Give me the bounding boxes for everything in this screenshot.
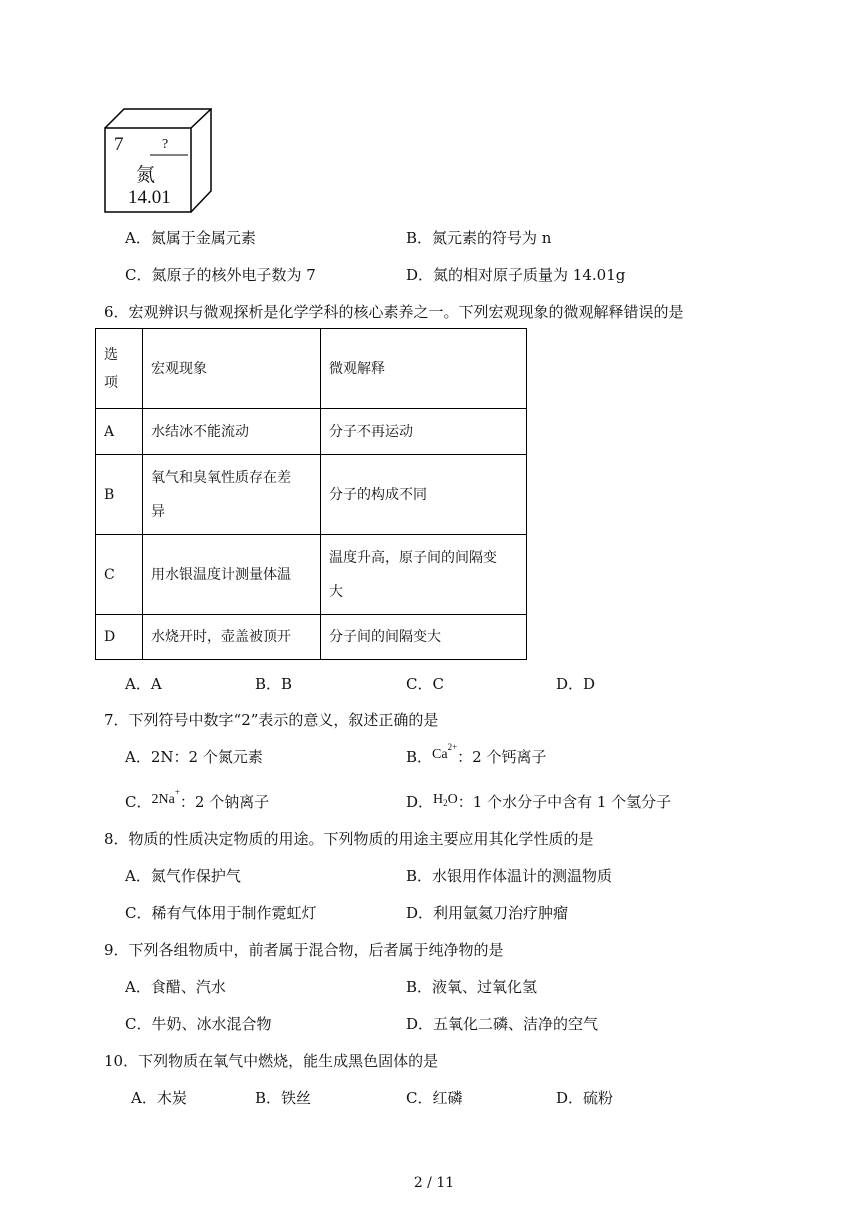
option-label: A． [125, 675, 151, 693]
option-text: 氮的相对原子质量为 14.01g [433, 266, 626, 284]
cell-option: D [96, 615, 143, 660]
option-text: 五氧化二磷、洁净的空气 [433, 1015, 599, 1033]
formula-sup: + [174, 787, 180, 797]
q8-option-d[interactable] [406, 902, 568, 923]
formula-base: Ca [432, 747, 448, 762]
formula-base: 2Na [151, 792, 175, 807]
option-label: B． [406, 867, 433, 885]
q7-option-b[interactable] [406, 742, 547, 767]
table-header-row [96, 329, 527, 409]
cell-phenomenon: 水结冰不能流动 [143, 409, 321, 455]
option-text: 稀有气体用于制作霓虹灯 [151, 904, 317, 922]
option-label: B． [255, 675, 282, 693]
cell-explanation [321, 535, 527, 615]
cell-phenomenon [143, 455, 321, 535]
q7-option-d[interactable] [406, 791, 671, 812]
q9-option-d[interactable] [406, 1013, 598, 1034]
q10-option-c[interactable] [406, 1087, 463, 1108]
option-label: C． [125, 1015, 152, 1033]
option-label: A． [125, 978, 151, 996]
q5-option-d[interactable] [406, 264, 625, 285]
option-text: 红磷 [432, 1089, 463, 1107]
q6-option-b[interactable] [255, 673, 292, 694]
atomic-number: 7 [114, 134, 124, 155]
option-label: D． [556, 1089, 584, 1107]
option-text: 牛奶、冰水混合物 [151, 1015, 272, 1033]
q6-option-a[interactable] [125, 673, 162, 694]
option-text: D [583, 675, 596, 693]
q10-option-a[interactable] [131, 1087, 187, 1108]
page-number: 2 / 11 [413, 1175, 455, 1191]
q9-option-c[interactable] [125, 1013, 272, 1034]
q7-option-a[interactable] [125, 746, 263, 767]
option-label: C． [125, 904, 152, 922]
option-label: D． [406, 793, 434, 811]
option-label: B． [406, 229, 433, 247]
option-label: D． [406, 1015, 434, 1033]
q10-option-d[interactable] [556, 1087, 613, 1108]
option-label: C． [406, 1089, 433, 1107]
header-cell-explanation: 微观解释 [321, 329, 527, 409]
option-text: B [281, 675, 293, 693]
option-label: D． [556, 675, 584, 693]
option-label: C． [125, 793, 152, 811]
table-row [96, 409, 527, 455]
q8-option-c[interactable] [125, 902, 317, 923]
cell-explanation: 分子的构成不同 [321, 455, 527, 535]
cell-explanation: 分子不再运动 [321, 409, 527, 455]
option-label: B． [406, 978, 433, 996]
formula [433, 792, 458, 807]
option-label: D． [406, 266, 434, 284]
symbol-placeholder: ? [162, 137, 169, 152]
option-text: ：1 个水分子中含有 1 个氢分子 [457, 793, 672, 811]
option-label: B． [406, 748, 433, 766]
formula-sup: 2+ [447, 742, 458, 752]
q9-option-a[interactable] [125, 976, 226, 997]
q8-option-a[interactable] [125, 865, 241, 886]
formula-tail: O [447, 792, 458, 807]
q10-option-b[interactable] [255, 1087, 311, 1108]
option-text: 氮原子的核外电子数为 7 [151, 266, 316, 284]
q5-option-a[interactable] [125, 227, 256, 248]
option-text: 液氧、过氧化氢 [432, 978, 538, 996]
formula-sub: 2 [443, 798, 448, 808]
option-label: C． [406, 675, 433, 693]
cell-text: 温度升高，原子间的间隔变 [329, 549, 497, 566]
cell-text: 氧气和臭氧性质存在差 [151, 469, 291, 486]
q5-option-c[interactable] [125, 264, 316, 285]
q6-stem: 6．宏观辨识与微观探析是化学学科的核心素养之一。下列宏观现象的微观解释错误的是 [104, 303, 684, 321]
option-text: 食醋、汽水 [150, 978, 226, 996]
option-label: A． [125, 748, 151, 766]
option-label: A． [125, 867, 151, 885]
cell-option: C [96, 535, 143, 615]
formula [151, 787, 180, 807]
table-row [96, 535, 527, 615]
table-row [96, 615, 527, 660]
q6-table [95, 328, 527, 660]
option-label: D． [406, 904, 434, 922]
option-label: A． [131, 1089, 157, 1107]
q5-option-b[interactable] [406, 227, 551, 248]
table-row [96, 455, 527, 535]
option-text: 2N：2 个氮元素 [150, 748, 263, 766]
q7-option-c[interactable] [125, 787, 270, 812]
header-cell-phenomenon: 宏观现象 [143, 329, 321, 409]
option-text: 利用氩氦刀治疗肿瘤 [433, 904, 569, 922]
q9-option-b[interactable] [406, 976, 537, 997]
option-text: A [150, 675, 162, 693]
option-text: 铁丝 [281, 1089, 312, 1107]
q7-stem: 7．下列符号中数字“2”表示的意义，叙述正确的是 [104, 711, 439, 729]
option-text: 木炭 [156, 1089, 187, 1107]
cell-phenomenon: 水烧开时，壶盖被顶开 [143, 615, 321, 660]
header-text: 选 [104, 346, 118, 363]
cell-phenomenon: 用水银温度计测量体温 [143, 535, 321, 615]
option-text: 氮属于金属元素 [150, 229, 256, 247]
element-name: 氮 [136, 164, 156, 186]
option-text: 氮元素的符号为 n [432, 229, 552, 247]
cell-option: B [96, 455, 143, 535]
option-text: ：2 个钠离子 [179, 793, 270, 811]
option-label: A． [125, 229, 151, 247]
q8-stem: 8．物质的性质决定物质的用途。下列物质的用途主要应用其化学性质的是 [104, 830, 594, 848]
header-cell-option [96, 329, 143, 409]
formula-base: H [433, 792, 444, 807]
q9-stem: 9．下列各组物质中，前者属于混合物，后者属于纯净物的是 [104, 941, 504, 959]
option-text: ：2 个钙离子 [457, 748, 547, 766]
atomic-mass: 14.01 [128, 187, 171, 208]
option-label: C． [125, 266, 152, 284]
cell-text: 异 [151, 503, 165, 520]
formula [432, 742, 458, 762]
q10-stem: 10．下列物质在氧气中燃烧，能生成黑色固体的是 [104, 1052, 439, 1070]
q6-option-c[interactable] [406, 673, 444, 694]
header-text: 项 [104, 374, 118, 391]
q6-option-d[interactable] [556, 673, 595, 694]
option-text: 氮气作保护气 [150, 867, 241, 885]
cell-text: 大 [329, 583, 343, 600]
option-text: 水银用作体温计的测温物质 [432, 867, 613, 885]
cell-option: A [96, 409, 143, 455]
option-label: B． [255, 1089, 282, 1107]
q8-option-b[interactable] [406, 865, 612, 886]
option-text: C [432, 675, 444, 693]
cell-explanation: 分子间的间隔变大 [321, 615, 527, 660]
element-cell [104, 107, 212, 213]
option-text: 硫粉 [583, 1089, 614, 1107]
